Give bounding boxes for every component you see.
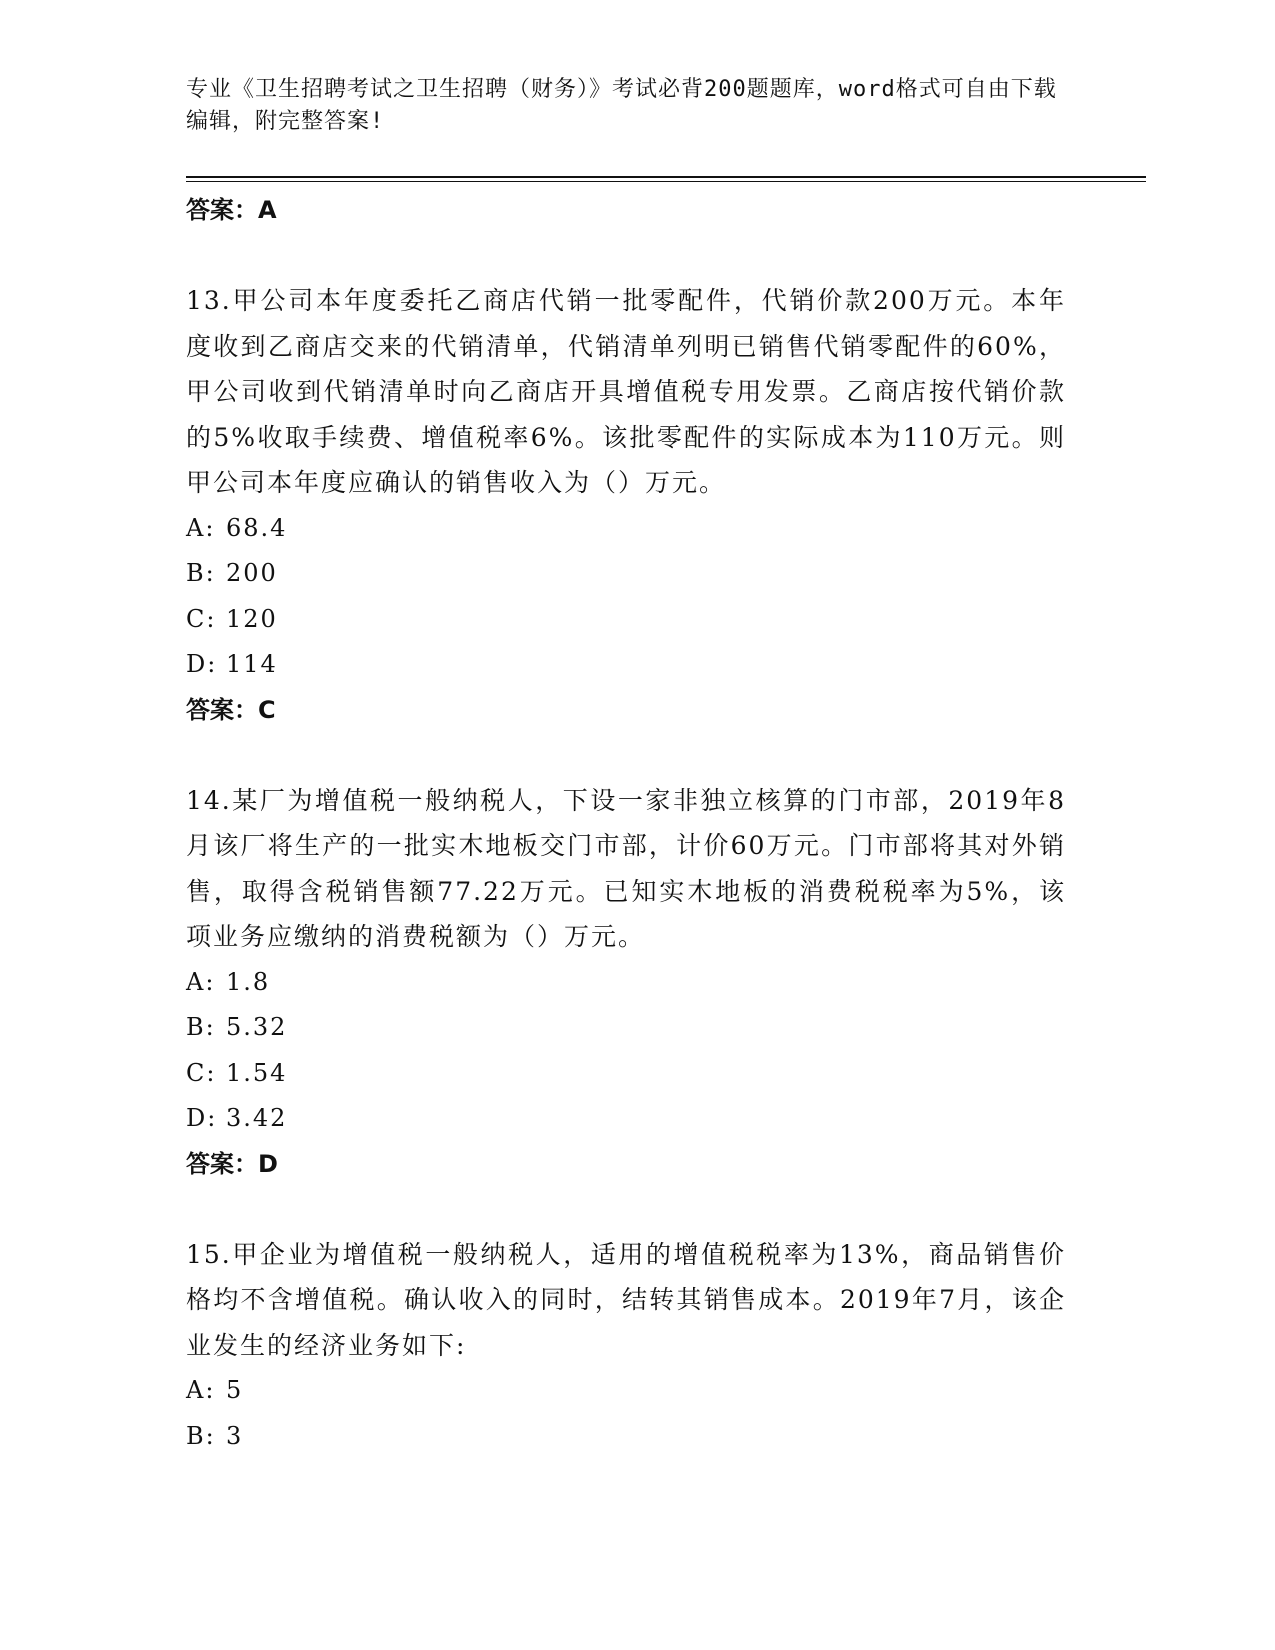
question-content: [186, 188, 1066, 1459]
option-value: 1.54: [226, 1058, 288, 1087]
option-value: 1.8: [226, 967, 271, 996]
question-block-13: [186, 278, 1066, 733]
option-value: 5.32: [226, 1013, 288, 1041]
answer-line: 答案：C: [186, 695, 276, 724]
page-header-text: 专业《卫生招聘考试之卫生招聘（财务）》考试必背200题题库，word格式可自由下载编辑，附完整答案!: [186, 77, 1057, 134]
question-text: 14.某厂为增值税一般纳税人，下设一家非独立核算的门市部，2019年8月该厂将生产的一批实木地板交门市部，计价60万元。门市部将其对外销售，取得含税销售额77.22万元。已知实木地板的消费税税率为5%，该项业务应缴纳的消费税额为（）万元。: [186, 785, 1066, 951]
option-a: [186, 960, 1066, 1006]
option-c: [186, 597, 1066, 643]
header-divider-thick: [186, 176, 1146, 178]
option-label: B:: [186, 1421, 216, 1450]
option-value: 3: [226, 1421, 244, 1450]
option-label: C:: [186, 1058, 217, 1087]
spacer: [186, 1187, 1066, 1232]
option-value: 5: [226, 1376, 244, 1404]
option-label: A:: [186, 967, 216, 996]
header-divider-thin: [186, 181, 1146, 182]
option-value: 200: [226, 559, 278, 587]
answer-line: 答案：D: [186, 1149, 278, 1178]
option-value: 114: [226, 650, 278, 678]
option-a: [186, 1368, 1066, 1414]
option-label: D:: [186, 650, 218, 678]
question-text: 13.甲公司本年度委托乙商店代销一批零配件，代销价款200万元。本年度收到乙商店交来的代销清单，代销清单列明已销售代销零配件的60%，甲公司收到代销清单时向乙商店开具增值税专用发票。乙商店按代销价款的5%收取手续费、增值税率6%。该批零配件的实际成本为110万元。则甲公司本年度应确认的销售收入为（）万元。: [186, 286, 1066, 497]
option-label: B:: [186, 1013, 216, 1041]
option-value: 120: [226, 604, 278, 633]
question-block-14: [186, 778, 1066, 1187]
previous-answer: 答案：A: [186, 196, 277, 224]
option-label: D:: [186, 1104, 218, 1132]
option-c: [186, 1051, 1066, 1097]
option-value: 3.42: [226, 1104, 288, 1132]
option-label: A:: [186, 1376, 216, 1404]
question-text: 15.甲企业为增值税一般纳税人，适用的增值税税率为13%，商品销售价格均不含增值税。确认收入的同时，结转其销售成本。2019年7月，该企业发生的经济业务如下:: [186, 1239, 1066, 1360]
option-value: 68.4: [226, 513, 288, 542]
question-block-15: [186, 1232, 1066, 1460]
spacer: [186, 233, 1066, 278]
option-label: A:: [186, 513, 216, 542]
option-b: [186, 1414, 1066, 1460]
option-label: C:: [186, 604, 217, 633]
option-b: [186, 1005, 1066, 1051]
option-a: [186, 506, 1066, 552]
option-d: [186, 1096, 1066, 1142]
option-b: [186, 551, 1066, 597]
option-d: [186, 642, 1066, 688]
spacer: [186, 733, 1066, 778]
option-label: B:: [186, 559, 216, 587]
